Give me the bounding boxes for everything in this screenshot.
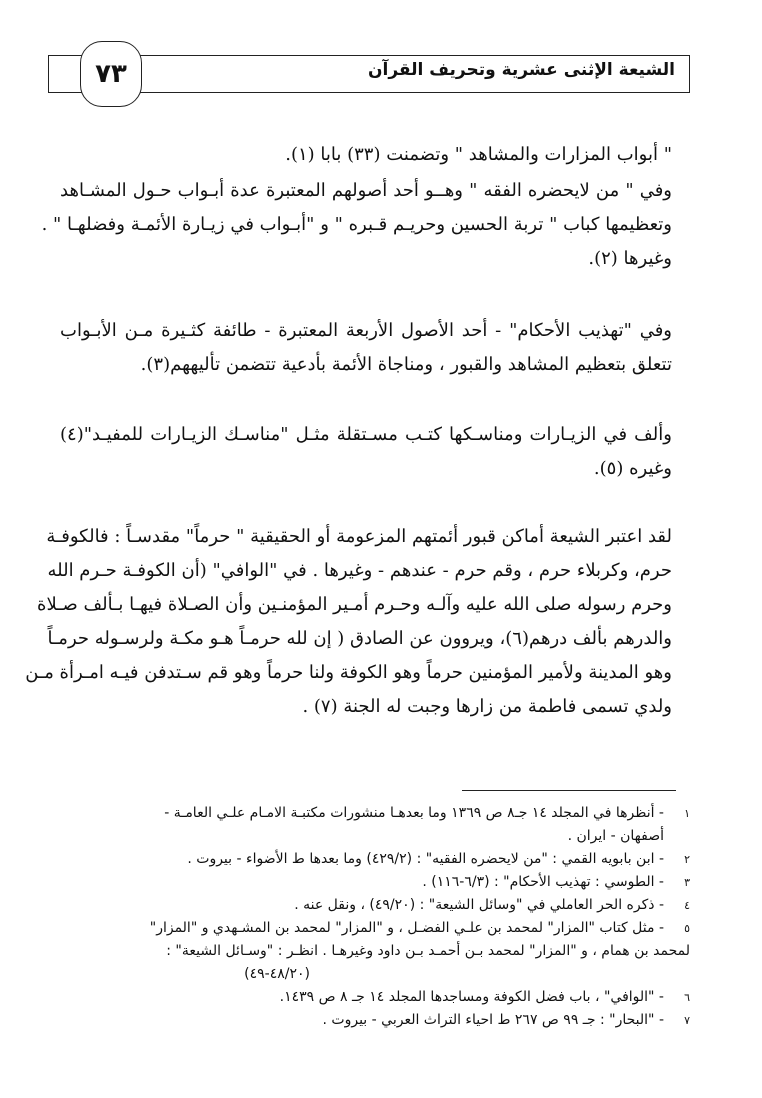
footnote-4 <box>60 894 690 917</box>
paragraph-2 <box>41 174 672 276</box>
text-line: والدرهم بألف درهم(٦)، ويروون عن الصادق ( إن لله حرمـاً هـو مكـة ولرسـوله حرمـاً <box>47 628 672 649</box>
footnote-3 <box>60 871 690 894</box>
footnote-text: - ابن بابويه القمي : "من لايحضره الفقيه" : (٤٢٩/٢) وما بعدها ط الأضواء - بيروت . <box>187 851 664 867</box>
text-line: وتعظيمها كباب " تربة الحسين وحريـم قـبره " و "أبـواب في زيـارة الأئمـة وفضلهـا " . <box>41 214 672 235</box>
text-line: حرم، وكربلاء حرم ، وقم حرم - عندهم - وغيرها . في "الوافي" (أن الكوفـة حـرم الله <box>47 560 672 581</box>
footnote-text-cont: (٤٨/٢٠-٤٩) <box>244 966 310 982</box>
text-line: وفي "تهذيب الأحكام" - أحد الأصول الأربعة المعتبرة - طائفة كثـيرة مـن الأبـواب <box>60 320 672 341</box>
paragraph-3 <box>60 314 672 382</box>
footnote-mark: ٣ <box>684 876 690 889</box>
page-number: ٧٣ <box>80 41 142 107</box>
text-line: تتعلق بتعظيم المشاهد والقبور ، ومناجاة الأئمة بأدعية تتضمن تأليههم(٣). <box>140 354 672 375</box>
paragraph-4 <box>60 418 672 486</box>
footnote-text: - "البحار" : جـ ٩٩ ص ٢٦٧ ط احياء التراث العربي - بيروت . <box>322 1012 664 1028</box>
running-header <box>48 55 690 93</box>
text-line: لقد اعتبر الشيعة أماكن قبور أئمتهم المزعومة أو الحقيقية " حرماً" مقدسـاً : فالكوفـة <box>46 526 672 547</box>
footnote-text: - "الوافي" ، باب فضل الكوفة ومساجدها المجلد ١٤ جـ ٨ ص ١٤٣٩. <box>279 989 664 1005</box>
footnote-mark: ٦ <box>684 991 690 1004</box>
footnote-mark: ٢ <box>684 853 690 866</box>
paragraph-5 <box>25 520 672 724</box>
text-line: وغيرها (٢). <box>588 248 672 269</box>
text-line: وغيره (٥). <box>593 458 672 479</box>
footnote-text: - مثل كتاب "المزار" لمحمد بن علـي الفضـل ، و "المزار" لمحمد بن المشـهدي و "المزار" <box>149 920 664 936</box>
footnote-mark: ٧ <box>684 1014 690 1027</box>
footnote-1 <box>60 802 690 848</box>
footnote-5 <box>60 917 690 986</box>
footnotes <box>60 802 690 1032</box>
footnote-separator <box>462 790 676 791</box>
footnote-text: - أنظرها في المجلد ١٤ جـ٨ ص ١٣٦٩ وما بعدهـا منشورات مكتبـة الامـام علـي العامـة - <box>164 805 664 821</box>
text-line: وألف في الزيـارات ومناسـكها كتـب مسـتقلة مثـل "مناسـك الزيـارات للمفيـد"(٤) <box>60 424 672 445</box>
footnote-7 <box>60 1009 690 1032</box>
text-line: وفي " من لايحضره الفقه " وهــو أحد أصولهم المعتبرة عدة أبـواب حـول المشـاهد <box>60 180 672 201</box>
footnote-mark: ١ <box>684 807 690 820</box>
footnote-text: - ذكره الحر العاملي في "وسائل الشيعة" : (٤٩/٢٠) ، ونقل عنه . <box>294 897 664 913</box>
footnote-mark: ٥ <box>684 922 690 935</box>
text-line: وحرم رسوله صلى الله عليه وآلـه وحـرم أمـير المؤمنـين وأن الصـلاة فيهـا بـألف صـلاة <box>37 594 672 615</box>
paragraph-1 <box>60 138 672 172</box>
text-line: " أبواب المزارات والمشاهد " وتضمنت (٣٣) بابا (١). <box>285 144 672 165</box>
text-line: ولدي تسمى فاطمة من زارها وجبت له الجنة (٧) . <box>302 696 672 717</box>
footnote-2 <box>60 848 690 871</box>
footnote-text-cont: أصفهان - ايران . <box>567 828 664 844</box>
footnote-mark: ٤ <box>684 899 690 912</box>
header-title: الشيعة الإثنى عشرية وتحريف القرآن <box>368 60 675 80</box>
footnote-6 <box>60 986 690 1009</box>
text-line: وهو المدينة ولأمير المؤمنين حرماً وهو الكوفة ولنا حرماً وهو قم سـتدفن فيـه امـرأة مـن <box>25 662 672 683</box>
footnote-text-cont: لمحمد بن همام ، و "المزار" لمحمد بـن أحمـد بـن داود وغيرهـا . انظـر : "وسـائل الشيعة" : <box>166 943 690 959</box>
footnote-text: - الطوسي : تهذيب الأحكام" : (٦/٣-١١٦) . <box>422 874 664 890</box>
